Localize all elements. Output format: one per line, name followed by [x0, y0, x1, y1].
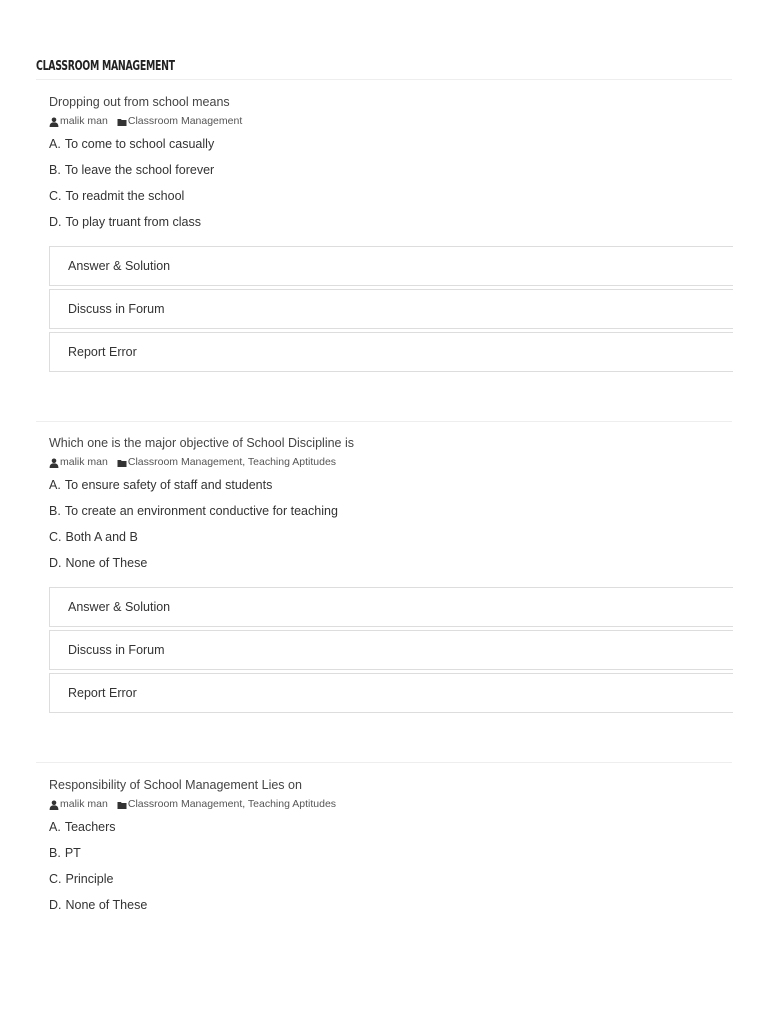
- divider: [36, 421, 732, 422]
- divider: [36, 762, 732, 763]
- option-b[interactable]: [49, 845, 733, 861]
- question-card: [49, 94, 733, 375]
- option-text: To create an environment conductive for teaching: [64, 504, 338, 518]
- option-b[interactable]: [49, 503, 733, 519]
- author-link[interactable]: [49, 798, 108, 811]
- question-title: Which one is the major objective of School Discipline is: [49, 436, 354, 450]
- option-text: To come to school casually: [64, 137, 215, 151]
- category-link[interactable]: [117, 798, 336, 811]
- category-names: Classroom Management, Teaching Aptitudes: [127, 798, 337, 810]
- option-c[interactable]: [49, 529, 733, 545]
- option-letter: D.: [49, 898, 62, 912]
- option-letter: D.: [49, 556, 62, 570]
- question-meta: [49, 798, 733, 811]
- option-letter: A.: [49, 137, 61, 151]
- option-d[interactable]: [49, 214, 733, 230]
- folder-icon: [117, 117, 127, 127]
- category-link[interactable]: [117, 115, 242, 128]
- option-a[interactable]: [49, 136, 733, 152]
- option-letter: C.: [49, 189, 62, 203]
- author-link[interactable]: [49, 115, 108, 128]
- option-letter: B.: [49, 846, 61, 860]
- option-a[interactable]: [49, 477, 733, 493]
- option-text: Teachers: [64, 820, 116, 834]
- folder-icon: [117, 458, 127, 468]
- section-heading: CLASSROOM MANAGEMENT: [36, 59, 175, 74]
- user-icon: [49, 800, 59, 810]
- option-letter: B.: [49, 504, 61, 518]
- question-title: Responsibility of School Management Lies on: [49, 778, 302, 792]
- option-c[interactable]: [49, 871, 733, 887]
- options-list: [49, 136, 733, 230]
- user-icon: [49, 117, 59, 127]
- option-d[interactable]: [49, 897, 733, 913]
- category-names: Classroom Management: [127, 115, 243, 127]
- folder-icon: [117, 800, 127, 810]
- options-list: [49, 819, 733, 913]
- option-letter: D.: [49, 215, 62, 229]
- option-text: To play truant from class: [65, 215, 201, 229]
- option-letter: C.: [49, 872, 62, 886]
- option-text: To ensure safety of staff and students: [64, 478, 273, 492]
- question-meta: [49, 456, 733, 469]
- question-meta: [49, 115, 733, 128]
- option-text: PT: [64, 846, 81, 860]
- options-list: [49, 477, 733, 571]
- option-text: To readmit the school: [65, 189, 185, 203]
- category-names: Classroom Management, Teaching Aptitudes: [127, 456, 337, 468]
- author-name: malik man: [60, 456, 108, 468]
- option-b[interactable]: [49, 162, 733, 178]
- user-icon: [49, 458, 59, 468]
- option-text: Principle: [65, 872, 114, 886]
- question-card: [49, 435, 733, 716]
- option-text: Both A and B: [65, 530, 138, 544]
- answer-solution-button[interactable]: Answer & Solution: [49, 587, 733, 627]
- option-text: None of These: [65, 898, 148, 912]
- option-text: None of These: [65, 556, 148, 570]
- option-letter: C.: [49, 530, 62, 544]
- author-link[interactable]: [49, 456, 108, 469]
- question-title: Dropping out from school means: [49, 95, 230, 109]
- option-a[interactable]: [49, 819, 733, 835]
- question-actions: [49, 246, 733, 372]
- option-letter: A.: [49, 820, 61, 834]
- option-c[interactable]: [49, 188, 733, 204]
- option-letter: A.: [49, 478, 61, 492]
- discuss-forum-button[interactable]: Discuss in Forum: [49, 630, 733, 670]
- report-error-button[interactable]: Report Error: [49, 673, 733, 713]
- answer-solution-button[interactable]: Answer & Solution: [49, 246, 733, 286]
- report-error-button[interactable]: Report Error: [49, 332, 733, 372]
- discuss-forum-button[interactable]: Discuss in Forum: [49, 289, 733, 329]
- category-link[interactable]: [117, 456, 336, 469]
- author-name: malik man: [60, 115, 108, 127]
- author-name: malik man: [60, 798, 108, 810]
- question-actions: [49, 587, 733, 713]
- question-card: [49, 777, 733, 923]
- divider: [36, 79, 732, 80]
- option-text: To leave the school forever: [64, 163, 215, 177]
- option-letter: B.: [49, 163, 61, 177]
- option-d[interactable]: [49, 555, 733, 571]
